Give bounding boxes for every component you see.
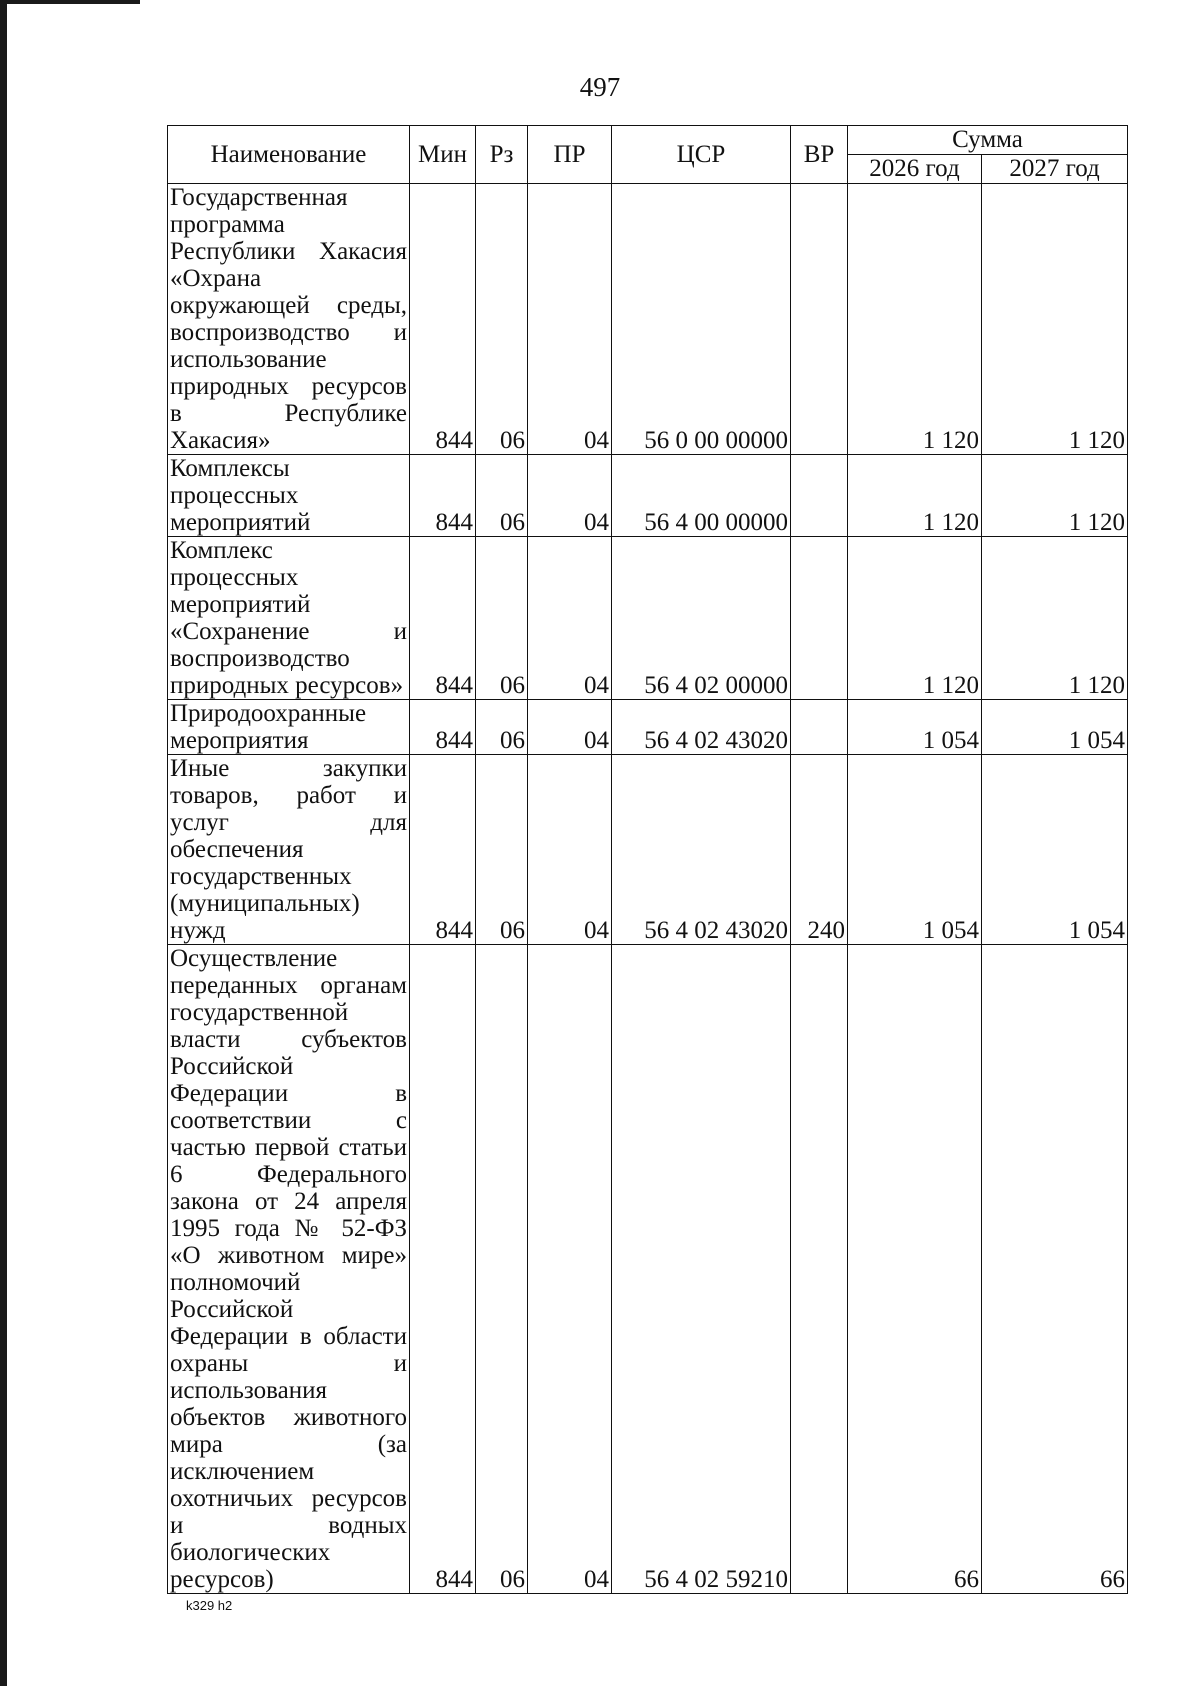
table-row (168, 537, 1128, 700)
row-name-text: Комплекс процессных мероприятий «Сохранение и воспроизводство природных ресурсов» (170, 537, 407, 699)
row-sum-2026: 1 120 (848, 537, 982, 700)
row-name (168, 184, 410, 455)
row-sum-2027: 1 054 (982, 755, 1128, 945)
footer-code: k329 h2 (186, 1598, 233, 1613)
header-year-2027: 2027 год (982, 155, 1128, 184)
row-rz: 06 (476, 700, 528, 755)
row-rz: 06 (476, 755, 528, 945)
header-row-1 (168, 126, 1128, 155)
row-rz: 06 (476, 537, 528, 700)
scan-border-left (0, 0, 7, 1686)
row-pr: 04 (528, 455, 612, 537)
row-rz: 06 (476, 184, 528, 455)
table-row (168, 700, 1128, 755)
table-row (168, 184, 1128, 455)
row-csr: 56 4 00 00000 (612, 455, 791, 537)
row-name (168, 945, 410, 1594)
table-row (168, 455, 1128, 537)
row-min: 844 (410, 455, 476, 537)
budget-table (167, 125, 1128, 1594)
row-vr (791, 537, 848, 700)
header-csr: ЦСР (612, 126, 791, 184)
row-vr: 240 (791, 755, 848, 945)
row-rz: 06 (476, 455, 528, 537)
row-min: 844 (410, 184, 476, 455)
row-name (168, 455, 410, 537)
header-name: Наименование (168, 126, 410, 184)
row-sum-2027: 1 120 (982, 184, 1128, 455)
row-name-text: Природоохранные мероприятия (170, 700, 367, 754)
row-sum-2026: 1 054 (848, 700, 982, 755)
header-rz: Рз (476, 126, 528, 184)
row-sum-2026: 1 120 (848, 455, 982, 537)
row-csr: 56 4 02 43020 (612, 700, 791, 755)
row-sum-2027: 1 120 (982, 455, 1128, 537)
row-min: 844 (410, 945, 476, 1594)
header-year-2026: 2026 год (848, 155, 982, 184)
row-pr: 04 (528, 755, 612, 945)
row-sum-2026: 1 054 (848, 755, 982, 945)
row-min: 844 (410, 537, 476, 700)
page-number: 497 (579, 72, 621, 102)
row-name-text: Комплексы процессных мероприятий (170, 455, 311, 536)
row-pr: 04 (528, 537, 612, 700)
table-row (168, 755, 1128, 945)
row-pr: 04 (528, 700, 612, 755)
row-name (168, 700, 410, 755)
row-name-text: Иные закупки товаров, работ и услуг для обеспечения государственных (муниципальных) нужд (170, 755, 407, 944)
row-name (168, 755, 410, 945)
row-csr: 56 0 00 00000 (612, 184, 791, 455)
row-csr: 56 4 02 43020 (612, 755, 791, 945)
header-min: Мин (410, 126, 476, 184)
row-name-text: Осуществление переданных органам государственной власти субъектов Российской Федерации в соответствии с частью первой статьи 6 Федерального закона от 24 апреля 1995 года № 52-ФЗ «О животном мире» полномочий Российской Федерации в области охраны и использования объектов животного мира (за исключением охотничьих ресурсов и водных биологических ресурсов) (170, 945, 407, 1593)
row-name (168, 537, 410, 700)
row-name-text: Государственная программа Республики Хакасия «Охрана окружающей среды, воспроизводство и использование природных ресурсов в Республике Хакасия» (170, 184, 407, 454)
row-min: 844 (410, 700, 476, 755)
row-vr (791, 184, 848, 455)
row-vr (791, 700, 848, 755)
header-sum: Сумма (848, 126, 1128, 155)
row-sum-2027: 1 120 (982, 537, 1128, 700)
row-pr: 04 (528, 184, 612, 455)
row-sum-2026: 1 120 (848, 184, 982, 455)
row-csr: 56 4 02 00000 (612, 537, 791, 700)
row-min: 844 (410, 755, 476, 945)
row-sum-2027: 1 054 (982, 700, 1128, 755)
row-vr (791, 945, 848, 1594)
row-sum-2027: 66 (982, 945, 1128, 1594)
scan-border-top (0, 0, 140, 4)
row-vr (791, 455, 848, 537)
row-rz: 06 (476, 945, 528, 1594)
header-pr: ПР (528, 126, 612, 184)
row-pr: 04 (528, 945, 612, 1594)
row-sum-2026: 66 (848, 945, 982, 1594)
header-vr: ВР (791, 126, 848, 184)
row-csr: 56 4 02 59210 (612, 945, 791, 1594)
table-row (168, 945, 1128, 1594)
